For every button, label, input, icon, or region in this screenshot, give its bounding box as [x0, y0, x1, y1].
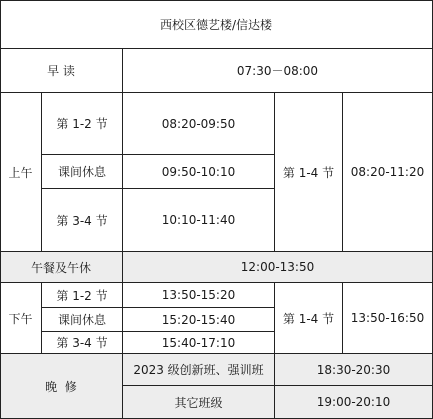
title-cell — [0, 0, 433, 49]
evening-row-2-time: 19:00-20:10 — [275, 386, 433, 419]
afternoon-row-3-name: 第 3-4 节 — [42, 332, 123, 354]
morning-row-3-name: 第 3-4 节 — [42, 189, 123, 252]
morning-read-label: 早 读 — [0, 49, 123, 93]
afternoon-merged-name: 第 1-4 节 — [275, 283, 343, 354]
afternoon-row-2-name: 课间休息 — [42, 308, 123, 332]
morning-row-1-time: 08:20-09:50 — [123, 93, 275, 155]
afternoon-label: 下午 — [0, 283, 42, 354]
afternoon-row-1-time: 13:50-15:20 — [123, 283, 275, 308]
afternoon-row-3-time: 15:40-17:10 — [123, 332, 275, 354]
lunch-label: 午餐及午休 — [0, 252, 123, 283]
afternoon-merged-time: 13:50-16:50 — [343, 283, 433, 354]
page-title: 西校区德艺楼/信达楼 — [159, 17, 273, 32]
evening-row-2-group: 其它班级 — [123, 386, 275, 419]
lunch-time: 12:00-13:50 — [123, 252, 433, 283]
evening-row-1-group: 2023 级创新班、强训班 — [123, 354, 275, 386]
morning-row-3-time: 10:10-11:40 — [123, 189, 275, 252]
morning-merged-name: 第 1-4 节 — [275, 93, 343, 252]
morning-row-2-name: 课间休息 — [42, 155, 123, 189]
morning-row-1-name: 第 1-2 节 — [42, 93, 123, 155]
morning-merged-time: 08:20-11:20 — [343, 93, 433, 252]
morning-label: 上午 — [0, 93, 42, 252]
evening-row-1-time: 18:30-20:30 — [275, 354, 433, 386]
morning-read-time: 07:30－08:00 — [123, 49, 433, 93]
afternoon-row-2-time: 15:20-15:40 — [123, 308, 275, 332]
evening-label: 晚 修 — [0, 354, 123, 419]
morning-row-2-time: 09:50-10:10 — [123, 155, 275, 189]
afternoon-row-1-name: 第 1-2 节 — [42, 283, 123, 308]
